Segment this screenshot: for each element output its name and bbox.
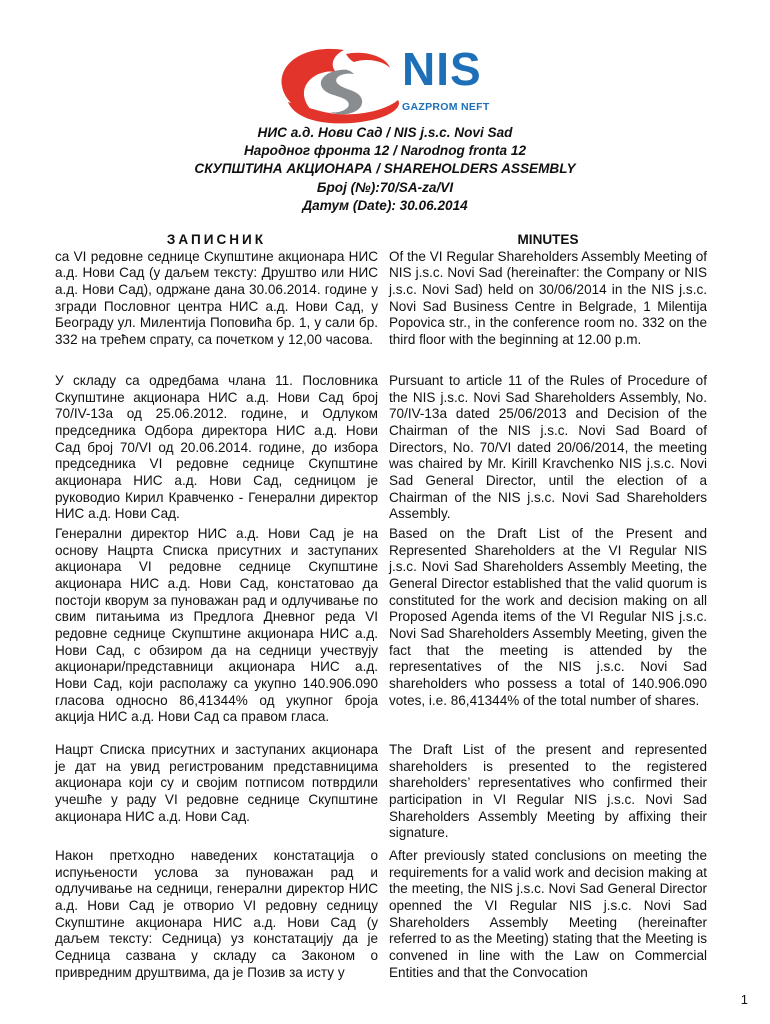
english-paragraph-5: After previously stated conclusions on meeting the requirements for a valid work and decision making at the meeting, the NIS j.s.c. Novi Sad General Director openned the VI Regular NIS j.s.c. Novi Sad Shareholders Assembly Meeting (hereinafter referred to as the Meeting) stating that the Meeting is convened in line with the Law on Commercial Entities and that the Convocation	[389, 848, 707, 980]
serbian-paragraph-4: Нацрт Списка присутних и заступаних акционара је дат на увид регистрованим представницима акционара који су и својим потписом потврдили учешће у раду VI редовне седнице Скупштине акционара НИС а.д. Нови Сад.	[55, 742, 378, 824]
document-header	[0, 124, 770, 215]
english-title: MINUTES	[517, 232, 579, 247]
english-paragraph-2: Pursuant to article 11 of the Rules of Procedure of the NIS j.s.c. Novi Sad Shareholders Assembly, No. 70/IV-13a dated 25/06/2013 and Decision of the Chairman of the NIS j.s.c. Novi Sad Board of Directors, No. 70/VI dated 20/06/2014, the meeting was chaired by Mr. Kirill Kravchenko NIS j.s.c. Novi Sad General Director, until the election of a Chairman of the NIS j.s.c. Novi Sad Shareholders Assembly.	[389, 373, 707, 522]
english-paragraph-1: Of the VI Regular Shareholders Assembly Meeting of NIS j.s.c. Novi Sad (hereinafter: the Company or NIS j.s.c. Novi Sad) held on 30/06/2014 in the NIS j.s.c. Novi Sad Business Centre in Belgrade, 1 Milentija Popovica str., in the conference room no. 332 on the third floor with the beginning at 12.00 p.m.	[389, 248, 707, 347]
header-assembly: СКУПШТИНА АКЦИОНАРА / SHAREHOLDERS ASSEMBLY	[194, 161, 576, 177]
english-paragraph-4: The Draft List of the present and represented shareholders is presented to the registered shareholders’ representatives who confirmed their participation in VI Regular NIS j.s.c. Novi Sad Shareholders Assembly Meeting by affixing their signature.	[389, 742, 707, 841]
logo-tagline-text: GAZPROM NEFT	[402, 101, 490, 113]
serbian-title: ЗАПИСНИК	[166, 232, 267, 247]
header-address: Народног фронта 12 / Narodnog fronta 12	[243, 143, 527, 159]
serbian-paragraph-3: Генерални директор НИС а.д. Нови Сад је на основу Нацрта Списка присутних и заступаних акционара VI редовне седнице Скупштине акционара НИС а.д. Нови Сад, констатовао да постоји кворум за пуноважан рад и одлучивање по свим питањима из Предлога Дневног реда VI редовне седнице Скупштине акционара НИС а.д. Нови Сад, с обзиром да на седници учествују акционари/представници акционара НИС а.д. Нови Сад, који располажу са укупно 140.906.090 гласова односно 86,41344% од укупног броја акција НИС а.д. Нови Сад са правом гласа.	[55, 526, 378, 725]
english-column	[389, 232, 707, 980]
serbian-paragraph-5: Након претходно наведених констатација о испуњености услова за пуноважан рад и одлучивање на седници, генерални директор НИС а.д. Нови Сад је отворио VI редовну седницу Скупштине акционара НИС а.д. Нови Сад (у даљем тексту: Седница) уз констатацију да је Седница сазвана у складу са Законом о привредним друштвима, да је Позив за исту у	[55, 848, 378, 980]
serbian-paragraph-1: са VI редовне седнице Скупштине акционара НИС а.д. Нови Сад (у даљем тексту: Друштво или НИС а.д. Нови Сад), одржане дана 30.06.2014. године у згради Пословног центра НИС а.д. Нови Сад, у Београду ул. Милентија Поповића бр. 1, у сали бр. 332 на трећем спрату, са почетком у 12,00 часова.	[55, 248, 378, 347]
serbian-column	[55, 232, 378, 980]
page-number: 1	[740, 992, 748, 1007]
nis-gazprom-neft-logo	[274, 42, 514, 128]
header-date: Датум (Date): 30.06.2014	[302, 197, 468, 213]
header-number: Број (№):70/SA-za/VI	[316, 179, 454, 195]
nis-logo-swirl-icon	[274, 42, 404, 128]
serbian-paragraph-2: У складу са одредбама члана 11. Пословника Скупштине акционара НИС а.д. Нови Сад број 70/IV-13а од 25.06.2012. године, и Одлуком председника Одбора директора НИС а.д. Нови Сад број 70/VI од 20.06.2014. године, до избора председника VI редовне седнице Скупштине акционара НИС а.д. Нови Сад, седницом је руководио Кирил Кравченко - Генерални директор НИС а.д. Нови Сад.	[55, 373, 378, 522]
logo-brand-text: NIS	[402, 43, 482, 95]
english-paragraph-3: Based on the Draft List of the Present and Represented Shareholders at the VI Regular NIS j.s.c. Novi Sad Shareholders Assembly Meeting, the General Director established that the valid quorum is constituted for the work and decision making on all Proposed Agenda items of the VI Regular NIS j.s.c. Novi Sad Shareholders Assembly Meeting, given the fact that the meeting is attended by the representatives of the NIS j.s.c. Novi Sad shareholders who possess a total of 140.906.090 votes, i.e. 86,41344% of the total number of shares.	[389, 526, 707, 708]
header-company: НИС а.д. Нови Сад / NIS j.s.c. Novi Sad	[257, 125, 513, 140]
